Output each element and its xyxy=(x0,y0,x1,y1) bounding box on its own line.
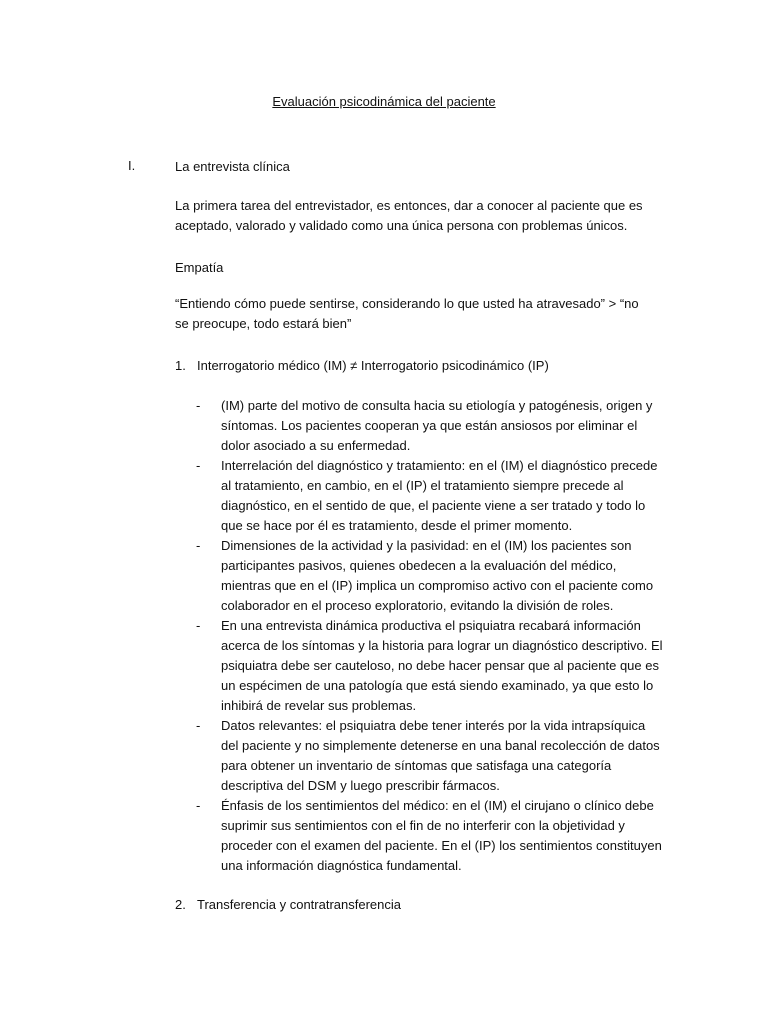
bullet-text: (IM) parte del motivo de consulta hacia su etiología y patogénesis, origen y síntomas. Los pacientes cooperan ya que están ansiosos por eliminar el dolor asociado a su enfermedad. xyxy=(221,398,653,453)
list-item xyxy=(196,796,666,876)
item-number: 2. xyxy=(175,897,186,912)
numbered-item-1 xyxy=(175,356,549,376)
bullet-text: Datos relevantes: el psiquiatra debe tener interés por la vida intrapsíquica del paciente y no simplemente detenerse en una banal recolección de datos para obtener un inventario de síntomas que satisfaga una categoría descriptiva del DSM y luego prescribir fármacos. xyxy=(221,718,660,793)
item-label: Interrogatorio médico (IM) ≠ Interrogatorio psicodinámico (IP) xyxy=(197,358,549,373)
bullet-dash: - xyxy=(196,798,201,813)
numbered-item-2 xyxy=(175,895,401,915)
bullet-dash: - xyxy=(196,458,201,473)
bullet-dash: - xyxy=(196,718,201,733)
bullet-dash: - xyxy=(196,618,201,633)
bullet-text: Interrelación del diagnóstico y tratamiento: en el (IM) el diagnóstico precede al tratamiento, en cambio, en el (IP) el tratamiento siempre precede al diagnóstico, en el sentido de que, el paciente viene a ser tratado y todo lo que se hace por él es tratamiento, desde el primer momento. xyxy=(221,458,658,533)
item-label: Transferencia y contratransferencia xyxy=(197,897,402,912)
bullet-text: En una entrevista dinámica productiva el psiquiatra recabará información acerca de los síntomas y la historia para lograr un diagnóstico descriptivo. El psiquiatra debe ser cauteloso, no debe hacer pensar que al paciente que es un espécimen de una patología que está siendo examinado, ya que esto lo inhibirá de revelar sus problemas. xyxy=(221,618,663,713)
list-item xyxy=(196,536,666,616)
empathy-subheading: Empatía xyxy=(175,260,224,275)
section-numeral: I. xyxy=(128,158,136,173)
list-item xyxy=(196,396,666,456)
bullet-dash: - xyxy=(196,398,201,413)
list-item xyxy=(196,616,666,716)
bullet-text: Dimensiones de la actividad y la pasividad: en el (IM) los pacientes son participantes pasivos, quienes obedecen a la evaluación del médico, mientras que en el (IP) implica un compromiso activo con el paciente como colaborador en el proceso exploratorio, evitando la división de roles. xyxy=(221,538,654,613)
intro-paragraph: La primera tarea del entrevistador, es entonces, dar a conocer al paciente que es aceptado, valorado y validado como una única persona con problemas únicos. xyxy=(175,198,643,233)
document-title: Evaluación psicodinámica del paciente xyxy=(272,94,496,109)
list-item xyxy=(196,716,666,796)
bullet-list xyxy=(196,396,666,876)
empathy-quote: “Entiendo cómo puede sentirse, considerando lo que usted ha atravesado” > “no se preocupe, todo estará bien” xyxy=(175,296,639,331)
list-item xyxy=(196,456,666,536)
item-number: 1. xyxy=(175,358,186,373)
bullet-dash: - xyxy=(196,538,201,553)
section-heading: La entrevista clínica xyxy=(175,159,290,174)
bullet-text: Énfasis de los sentimientos del médico: en el (IM) el cirujano o clínico debe suprimir sus sentimientos con el fin de no interferir con la objetividad y proceder con el examen del paciente. En el (IP) los sentimientos constituyen una información diagnóstica fundamental. xyxy=(221,798,662,873)
